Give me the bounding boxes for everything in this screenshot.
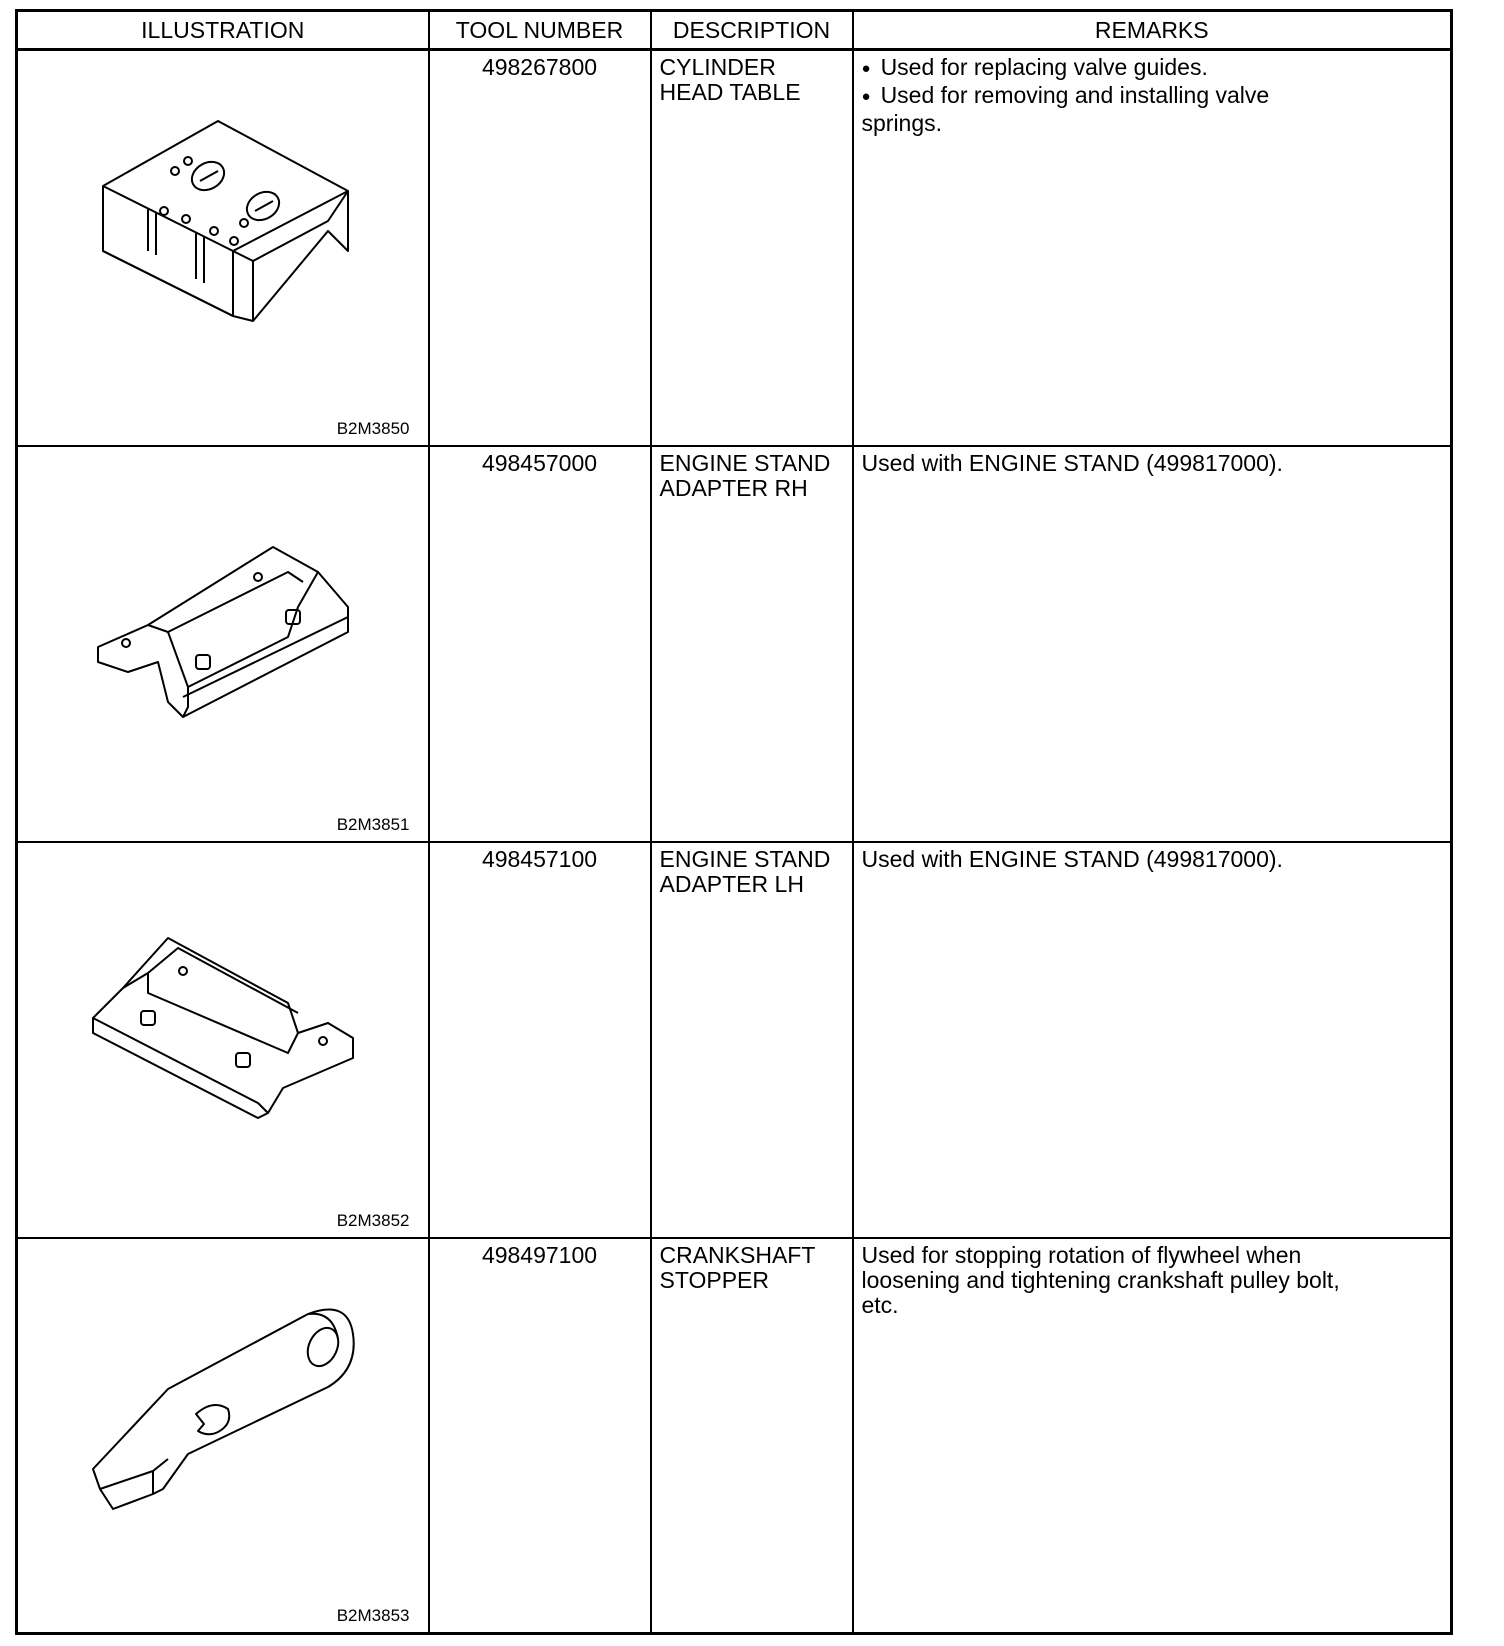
description-cell	[651, 446, 853, 842]
remarks-cell	[853, 50, 1452, 446]
remarks-cell	[853, 842, 1452, 1238]
remark-line: Used with ENGINE STAND (499817000).	[861, 845, 1283, 872]
tool-number: 498457100	[429, 842, 651, 1238]
illustration-cell	[17, 50, 429, 446]
header-remarks: REMARKS	[853, 11, 1452, 50]
description-line: ADAPTER LH	[659, 870, 804, 897]
remark-bullet: ● Used for removing and installing valve	[862, 83, 1443, 111]
figure-code: B2M3851	[336, 814, 410, 834]
table-row	[17, 1238, 1452, 1634]
cylinder-head-table-icon	[18, 51, 430, 442]
description-line: ENGINE STAND	[659, 449, 831, 476]
description-cell	[651, 842, 853, 1238]
description-line: HEAD TABLE	[659, 79, 801, 105]
table-row	[17, 50, 1452, 446]
tool-number: 498267800	[429, 50, 651, 446]
illustration-cell	[17, 446, 429, 842]
illustration-cell	[17, 842, 429, 1238]
description-line: STOPPER	[659, 1266, 769, 1293]
description-cell	[651, 50, 853, 446]
remark-line: loosening and tightening crankshaft pulley bolt,	[861, 1266, 1340, 1293]
crankshaft-stopper-icon	[18, 1239, 430, 1630]
header-description: DESCRIPTION	[651, 11, 853, 50]
header-row	[17, 11, 1452, 50]
remarks-cell	[853, 446, 1452, 842]
remark-line: springs.	[861, 110, 943, 136]
remark-line: etc.	[861, 1291, 899, 1318]
header-tool-number: TOOL NUMBER	[429, 11, 651, 50]
description-line: CRANKSHAFT	[659, 1241, 816, 1268]
engine-stand-adapter-rh-icon	[18, 447, 430, 838]
table-row	[17, 446, 1452, 842]
tool-number: 498497100	[429, 1238, 651, 1634]
engine-stand-adapter-lh-icon	[18, 843, 430, 1234]
figure-code: B2M3852	[336, 1210, 410, 1230]
illustration-cell	[17, 1238, 429, 1634]
remark-line: Used with ENGINE STAND (499817000).	[861, 449, 1283, 476]
table-row	[17, 842, 1452, 1238]
description-cell	[651, 1238, 853, 1634]
remark-bullet: ● Used for replacing valve guides.	[862, 55, 1443, 83]
tool-number: 498457000	[429, 446, 651, 842]
special-tools-table	[15, 9, 1453, 1635]
description-line: ENGINE STAND	[659, 845, 831, 872]
remark-line: Used for stopping rotation of flywheel when	[861, 1241, 1302, 1268]
header-illustration: ILLUSTRATION	[17, 11, 429, 50]
description-line: CYLINDER	[659, 54, 776, 80]
description-line: ADAPTER RH	[659, 474, 808, 501]
figure-code: B2M3850	[336, 418, 410, 438]
figure-code: B2M3853	[336, 1606, 410, 1625]
remarks-cell	[853, 1238, 1452, 1634]
